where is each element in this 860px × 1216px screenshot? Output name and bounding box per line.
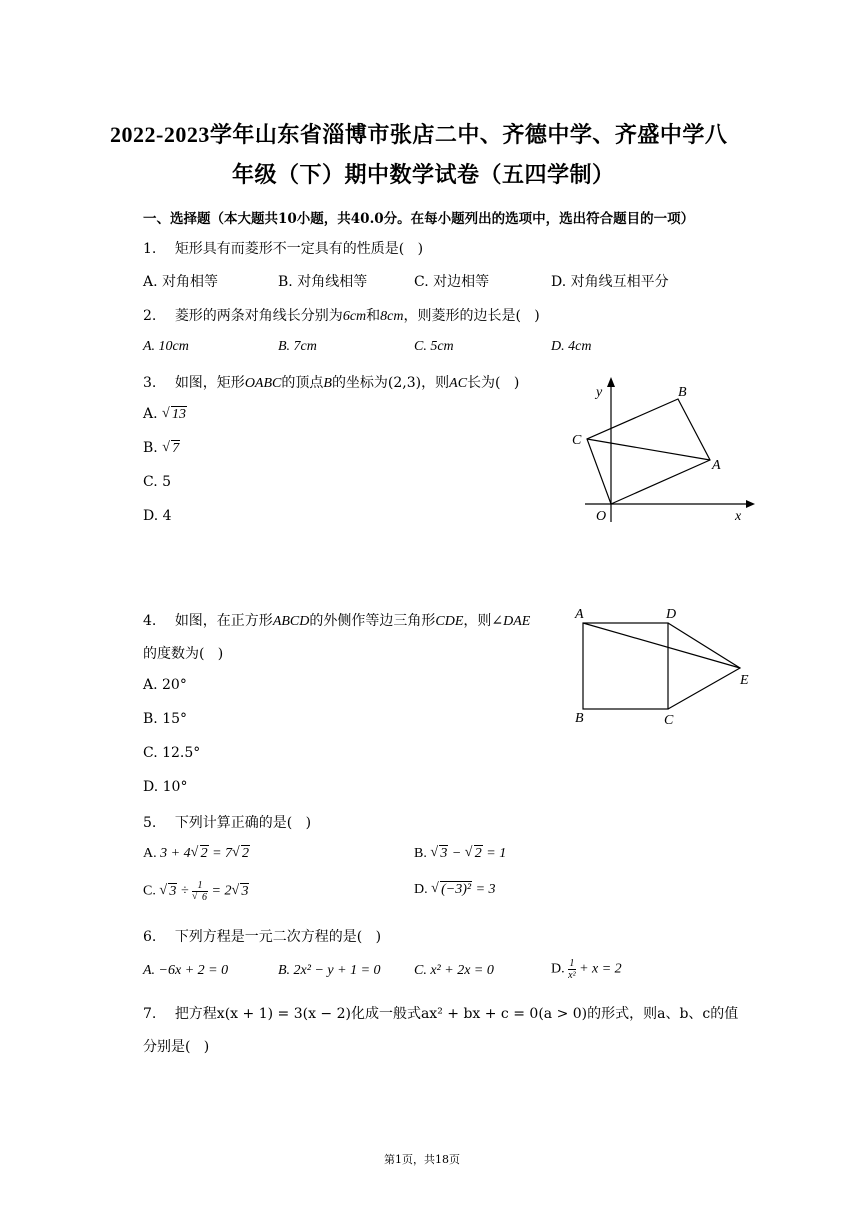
- question-6: [143, 926, 381, 946]
- question-4: [143, 610, 530, 630]
- label-c: C: [572, 433, 582, 448]
- expr-part: 3 + 4: [160, 846, 191, 861]
- q4-option-c: C. 12.5°: [143, 745, 201, 761]
- math-value: 8cm: [380, 309, 404, 324]
- q2-option-b: B. 7cm: [278, 339, 317, 354]
- fraction: [568, 958, 575, 981]
- title-line-2: 年级（下）期中数学试卷（五四学制）: [232, 162, 615, 187]
- rectangle-oabc: [587, 399, 710, 504]
- question-stem-part: 菱形的两条对角线长分别为: [174, 308, 343, 324]
- option-label: B.: [414, 846, 427, 861]
- question-number: 5.: [143, 815, 157, 831]
- math-value: CDE: [435, 614, 464, 629]
- question-stem-part: 长为( ): [467, 375, 520, 391]
- triangle-cde: [668, 623, 740, 709]
- q6-option-a: A. −6x + 2 = 0: [143, 963, 229, 978]
- question-stem-part: ，则菱形的边长是( ): [403, 308, 540, 324]
- q3-option-b: [143, 440, 180, 457]
- q6-option-b: B. 2x² − y + 1 = 0: [278, 963, 381, 978]
- question-stem-part: 如图，矩形: [174, 375, 245, 391]
- q6-option-d: [551, 958, 622, 981]
- q5-option-d: [414, 882, 496, 898]
- expr-part: = 7: [208, 846, 233, 861]
- sqrt-expression: [191, 846, 209, 862]
- expr-part: −: [448, 846, 465, 861]
- label-e: E: [740, 673, 749, 688]
- numerator: 1: [569, 958, 575, 969]
- label-a: A: [712, 458, 721, 473]
- sqrt-expression: [431, 882, 472, 898]
- q3-rectangle-figure: [560, 372, 760, 532]
- question-number: 3.: [143, 375, 157, 391]
- q3-option-a: [143, 406, 187, 423]
- question-stem: 下列计算正确的是( ): [174, 815, 312, 831]
- label-d: D: [666, 607, 677, 622]
- numerator: 1: [192, 880, 208, 892]
- radicand: 6: [202, 892, 208, 903]
- label-a: A: [575, 607, 584, 622]
- math-value: 6cm: [342, 309, 367, 324]
- sqrt-expression: [232, 846, 250, 862]
- q4-square-triangle-figure: [568, 598, 758, 733]
- radicand: 3: [440, 846, 448, 861]
- label-c: C: [664, 713, 674, 728]
- radicand: 3: [241, 883, 249, 899]
- radicand: 3: [169, 883, 177, 899]
- sqrt-expression: [162, 407, 187, 423]
- square-abcd: [583, 623, 668, 709]
- label-b: B: [575, 711, 584, 726]
- radicand: 13: [172, 407, 187, 422]
- question-stem-part: 的坐标为(2,3)，则: [331, 375, 450, 391]
- sqrt-expression: [465, 846, 483, 862]
- section-heading: 一、选择题（本大题共10小题，共40.0分。在每小题列出的选项中，选出符合题目的一项）: [143, 211, 695, 227]
- math-value: DAE: [503, 614, 531, 629]
- q6-option-c: C. x² + 2x = 0: [414, 963, 494, 978]
- radicand: 2: [200, 846, 208, 861]
- title-line-1: 2022-2023学年山东省淄博市张店二中、齐德中学、齐盛中学八: [110, 122, 728, 147]
- expr-part: = 3: [472, 882, 496, 897]
- question-stem: 把方程x(x + 1) = 3(x − 2)化成一般式ax² + bx + c = 0(a > 0)的形式，则a、b、c的值: [174, 1006, 739, 1022]
- math-value: AC: [449, 376, 468, 391]
- denominator: x²: [568, 970, 576, 981]
- q4-option-a: A. 20°: [143, 677, 187, 693]
- question-stem: 矩形具有而菱形不一定具有的性质是( ): [174, 241, 424, 257]
- question-2: [143, 305, 540, 325]
- expr-part: ÷: [177, 883, 193, 899]
- question-3: [143, 372, 519, 392]
- question-5: [143, 812, 311, 832]
- math-value: B: [323, 376, 332, 391]
- expr-part: + x = 2: [575, 961, 622, 977]
- q1-option-b: B. 对角线相等: [278, 274, 368, 290]
- question-stem-part: 和: [366, 308, 381, 324]
- question-number: 1.: [143, 241, 157, 257]
- option-label: A.: [143, 406, 158, 422]
- radicand: 2: [474, 846, 482, 861]
- expr-part: = 1: [482, 846, 507, 861]
- q5-option-b: [414, 846, 506, 862]
- sqrt-expression: [159, 884, 177, 900]
- math-value: ABCD: [272, 614, 310, 629]
- question-number: 4.: [143, 613, 157, 629]
- radicand: (−3)²: [441, 882, 472, 897]
- question-stem-part: 如图，在正方形: [174, 613, 273, 629]
- math-value: OABC: [244, 376, 282, 391]
- x-axis-arrow: [746, 500, 755, 508]
- denominator-sqrt: [192, 892, 208, 903]
- question-4-line-2: 的度数为( ): [143, 646, 224, 662]
- label-y: y: [596, 385, 603, 400]
- question-7: [143, 1003, 738, 1023]
- question-number: 6.: [143, 929, 157, 945]
- question-number: 2.: [143, 308, 157, 324]
- expr-part: = 2: [208, 883, 232, 899]
- q1-option-c: C. 对边相等: [414, 274, 490, 290]
- sqrt-expression: [162, 441, 180, 457]
- label-x: x: [735, 509, 742, 524]
- q2-option-d: D. 4cm: [551, 339, 592, 354]
- diagonal-ac: [587, 439, 710, 460]
- question-stem-part: 的顶点: [281, 375, 324, 391]
- sqrt-expression: [430, 846, 448, 862]
- question-stem-part: 的外侧作等边三角形: [309, 613, 436, 629]
- option-label: B.: [143, 440, 158, 456]
- q4-option-d: D. 10°: [143, 779, 188, 795]
- question-stem: 下列方程是一元二次方程的是( ): [174, 929, 382, 945]
- option-label: D.: [414, 882, 428, 897]
- option-label: C.: [143, 883, 156, 899]
- option-label: D.: [551, 961, 565, 977]
- q4-option-b: B. 15°: [143, 711, 188, 727]
- sqrt-expression: [231, 884, 249, 900]
- question-stem-part: ，则∠: [463, 613, 504, 629]
- y-axis-arrow: [607, 377, 615, 387]
- q1-option-d: D. 对角线互相平分: [551, 274, 669, 290]
- q2-option-c: C. 5cm: [414, 339, 454, 354]
- q1-option-a: A. 对角相等: [143, 274, 219, 290]
- question-7-line-2: 分别是( ): [143, 1039, 210, 1055]
- radicand: 7: [172, 441, 180, 456]
- q2-option-a: A. 10cm: [143, 339, 189, 354]
- label-b: B: [678, 385, 687, 400]
- q5-option-c: [143, 880, 249, 903]
- question-number: 7.: [143, 1006, 157, 1022]
- radicand: 2: [242, 846, 250, 861]
- q3-option-d: D. 4: [143, 508, 172, 524]
- label-o: O: [596, 509, 607, 524]
- q5-option-a: [143, 846, 250, 862]
- page-footer: 第1页，共18页: [384, 1153, 460, 1166]
- q3-option-c: C. 5: [143, 474, 172, 490]
- question-1: [143, 238, 423, 258]
- segment-ae: [583, 623, 740, 668]
- fraction: [192, 880, 208, 903]
- option-label: A.: [143, 846, 157, 861]
